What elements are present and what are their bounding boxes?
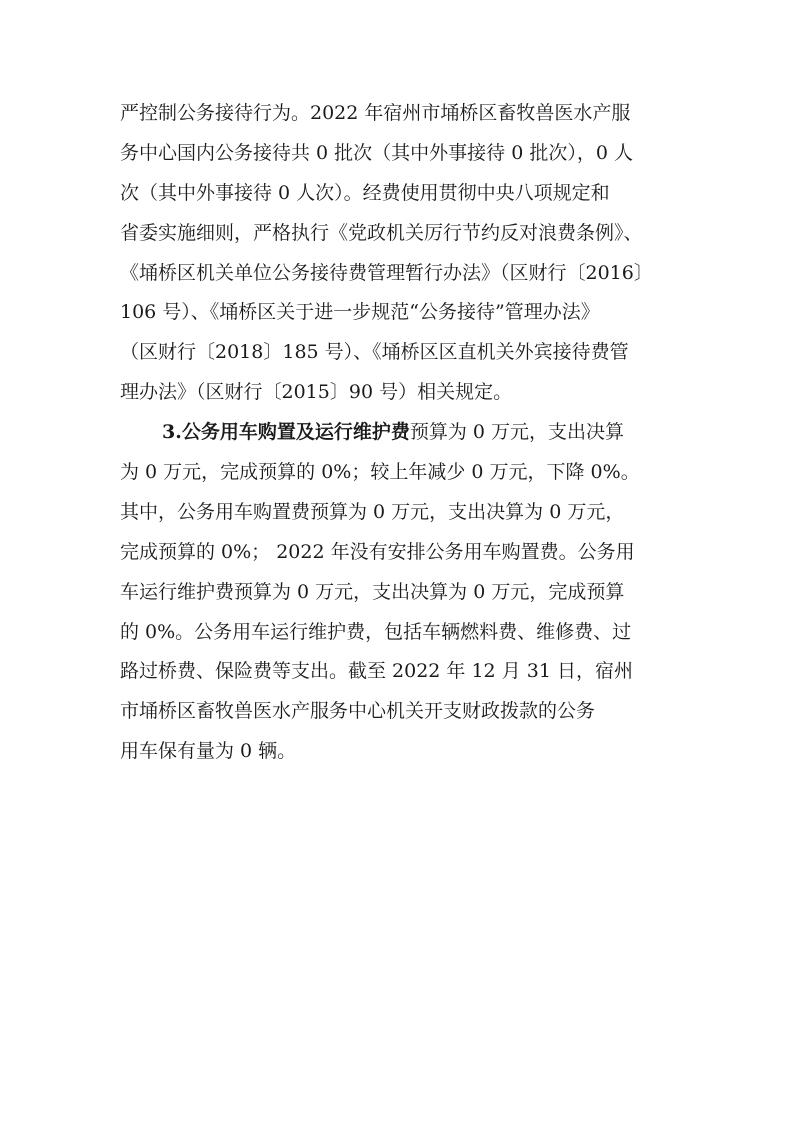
text-line: 完成预算的 0%； 2022 年没有安排公务用车购置费。公务用 <box>120 540 635 563</box>
text-line: 务中心国内公务接待共 0 批次（其中外事接待 0 批次），0 人 <box>120 141 633 164</box>
reception-paragraph <box>120 94 680 413</box>
section-heading: 3.公务用车购置及运行维护费 <box>162 421 410 444</box>
text-line: 路过桥费、保险费等支出。截至 2022 年 12 月 31 日，宿州 <box>120 660 633 683</box>
vehicle-paragraph <box>120 413 680 772</box>
text-line: 理办法》（区财行〔2015〕90 号）相关规定。 <box>120 381 513 404</box>
text-line: 其中，公务用车购置费预算为 0 万元，支出决算为 0 万元， <box>120 500 625 523</box>
text-line: 省委实施细则，严格执行《党政机关厉行节约反对浪费条例》、 <box>120 221 643 244</box>
text-line: 《埇桥区机关单位公务接待费管理暂行办法》（区财行〔2016〕 <box>120 261 653 284</box>
text-line: 为 0 万元，完成预算的 0%；较上年减少 0 万元，下降 0%。 <box>120 461 640 484</box>
text-line: 次（其中外事接待 0 人次）。经费使用贯彻中央八项规定和 <box>120 181 610 204</box>
text-line: 用车保有量为 0 辆。 <box>120 740 297 763</box>
text-line: 严控制公务接待行为。2022 年宿州市埇桥区畜牧兽医水产服 <box>120 102 631 124</box>
text-line: 106 号）、《埇桥区关于进一步规范“公务接待”管理办法》 <box>120 301 600 324</box>
body-text <box>120 94 680 772</box>
text-line: 市埇桥区畜牧兽医水产服务中心机关开支财政拨款的公务 <box>120 700 596 723</box>
text-line: （区财行〔2018〕185 号）、《埇桥区区直机关外宾接待费管 <box>120 341 629 364</box>
text-line: 车运行维护费预算为 0 万元，支出决算为 0 万元，完成预算 <box>120 580 625 603</box>
text-line: 的 0%。公务用车运行维护费，包括车辆燃料费、维修费、过 <box>120 620 632 643</box>
text-run: 预算为 0 万元，支出决算 <box>409 421 625 444</box>
text-line <box>120 413 680 453</box>
